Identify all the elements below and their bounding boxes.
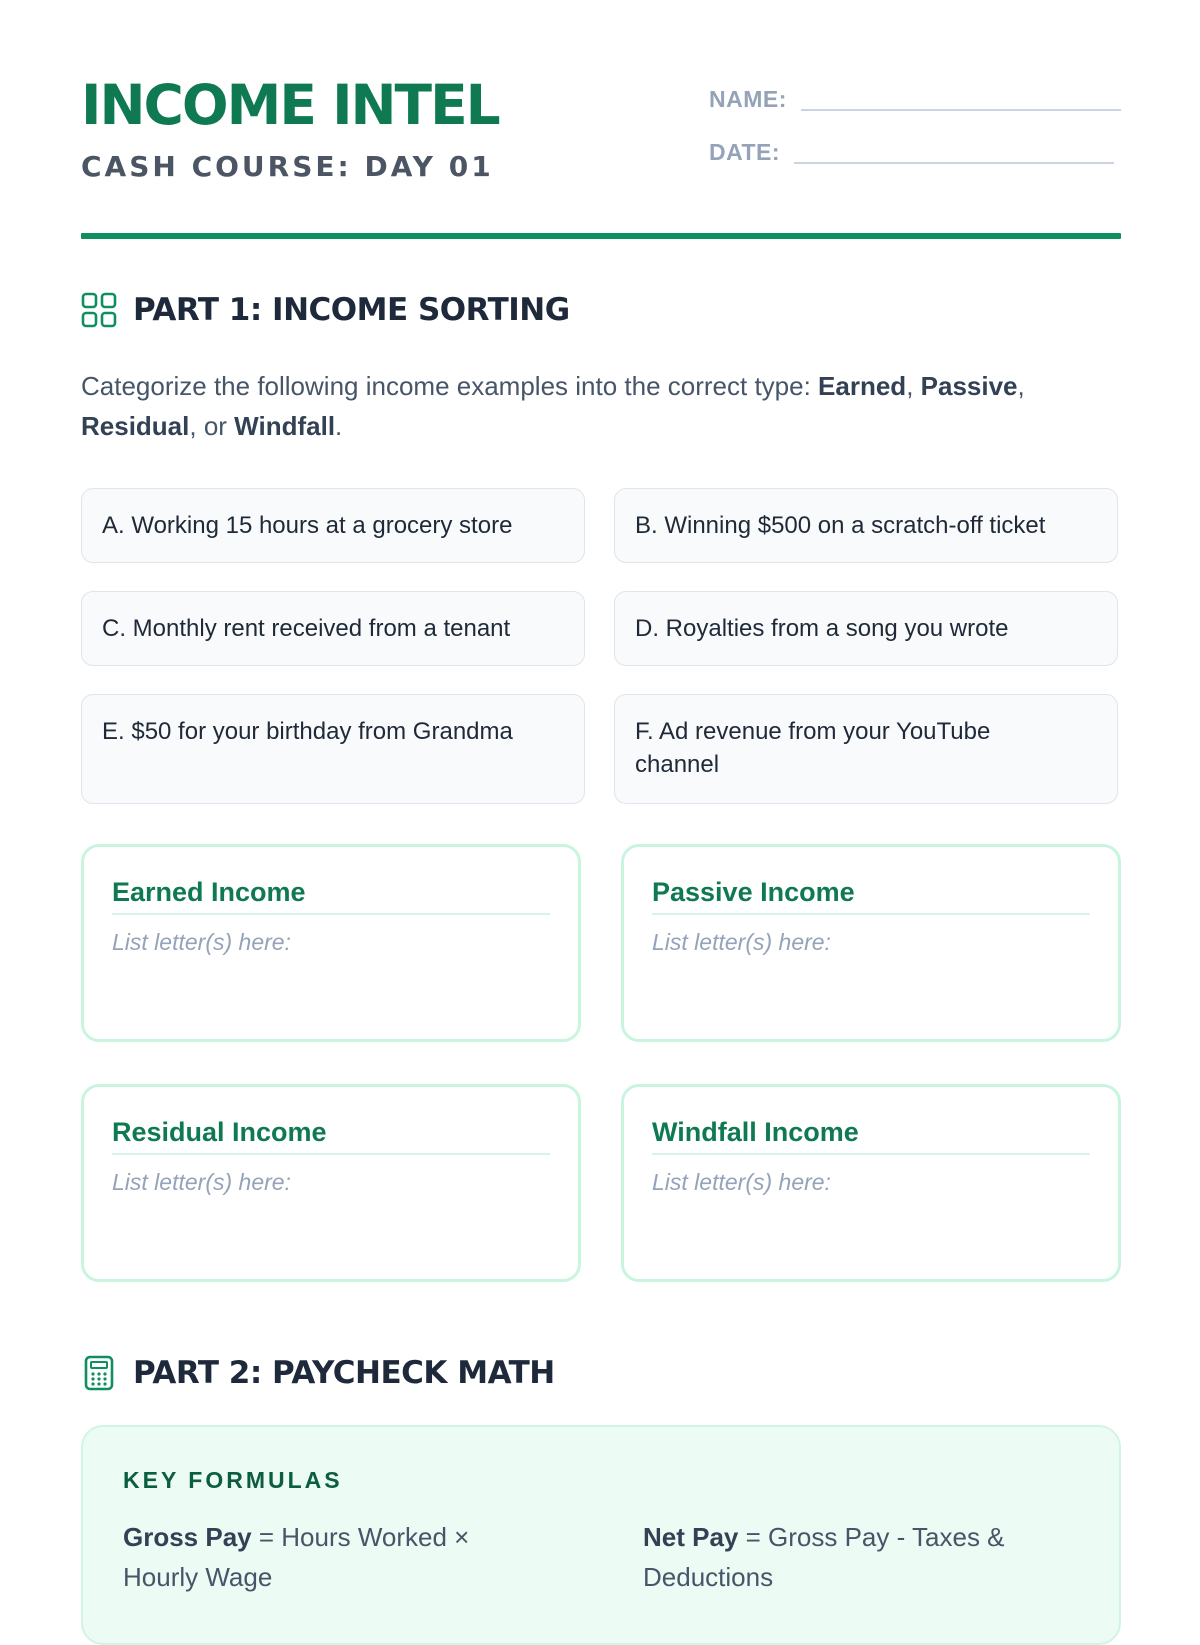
date-line[interactable]: [794, 161, 1114, 164]
date-field[interactable]: [709, 139, 1114, 166]
example-card-a: A. Working 15 hours at a grocery store: [81, 488, 585, 563]
part1-title: PART 1: INCOME SORTING: [133, 292, 570, 328]
example-card-d: D. Royalties from a song you wrote: [614, 591, 1118, 666]
worksheet-page: [81, 0, 1121, 1592]
name-label: NAME:: [709, 86, 787, 112]
part1-instructions: [81, 366, 1121, 446]
windfall-income-hint: List letter(s) here:: [652, 1169, 831, 1195]
part1-heading: [81, 292, 570, 328]
term-earned: Earned: [818, 371, 907, 401]
instructions-sep-2: ,: [1017, 371, 1025, 401]
key-formulas-panel: [81, 1425, 1121, 1645]
instructions-sep-1: ,: [906, 371, 921, 401]
term-passive: Passive: [920, 371, 1018, 401]
example-card-c: C. Monthly rent received from a tenant: [81, 591, 585, 666]
grid-icon: [81, 292, 117, 328]
name-field[interactable]: [709, 86, 1121, 113]
instructions-text: Categorize the following income examples into the correct type:: [81, 371, 819, 401]
gross-pay-formula: [123, 1517, 543, 1597]
earned-income-title: Earned Income: [112, 875, 550, 915]
part2-heading: [81, 1355, 555, 1391]
instructions-sep-4: .: [335, 411, 343, 441]
windfall-income-box[interactable]: [621, 1084, 1121, 1282]
residual-income-title: Residual Income: [112, 1115, 550, 1155]
header-divider: [81, 233, 1121, 239]
net-pay-term: Net Pay: [643, 1522, 739, 1552]
part2-title: PART 2: PAYCHECK MATH: [133, 1355, 555, 1391]
gross-pay-term: Gross Pay: [123, 1522, 252, 1552]
key-formulas-title: KEY FORMULAS: [123, 1467, 343, 1493]
earned-income-hint: List letter(s) here:: [112, 929, 291, 955]
calculator-icon: [81, 1355, 117, 1391]
name-line[interactable]: [801, 108, 1121, 111]
page-subtitle: CASH COURSE: DAY 01: [81, 150, 494, 183]
worksheet-header: [81, 0, 1121, 242]
term-windfall: Windfall: [234, 411, 336, 441]
example-card-e: E. $50 for your birthday from Grandma: [81, 694, 585, 804]
passive-income-hint: List letter(s) here:: [652, 929, 831, 955]
example-card-f: F. Ad revenue from your YouTube channel: [614, 694, 1118, 804]
page-title: INCOME INTEL: [81, 73, 499, 137]
residual-income-hint: List letter(s) here:: [112, 1169, 291, 1195]
term-residual: Residual: [81, 411, 190, 441]
net-pay-expression: = Gross Pay - Taxes & Deductions: [643, 1522, 1005, 1592]
gross-pay-expression: = Hours Worked × Hourly Wage: [123, 1522, 470, 1592]
date-label: DATE:: [709, 139, 781, 165]
earned-income-box[interactable]: [81, 844, 581, 1042]
residual-income-box[interactable]: [81, 1084, 581, 1282]
instructions-sep-3: , or: [189, 411, 235, 441]
passive-income-box[interactable]: [621, 844, 1121, 1042]
example-card-b: B. Winning $500 on a scratch-off ticket: [614, 488, 1118, 563]
passive-income-title: Passive Income: [652, 875, 1090, 915]
net-pay-formula: [643, 1517, 1063, 1597]
windfall-income-title: Windfall Income: [652, 1115, 1090, 1155]
